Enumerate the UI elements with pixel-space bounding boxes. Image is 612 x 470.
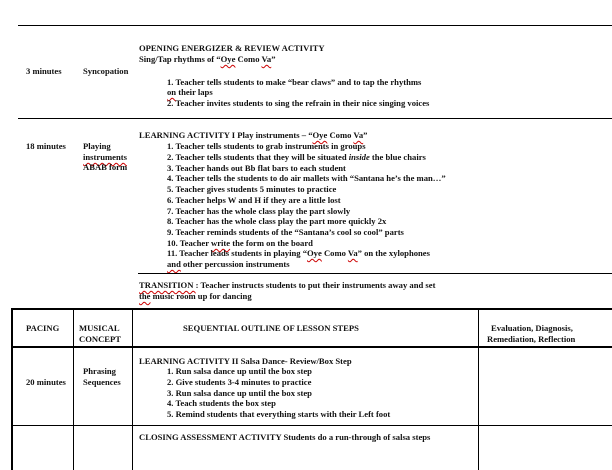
activity1-step-2: 2. Teacher tells students that they will be situated inside the blue chairs [167, 152, 426, 162]
salsa-step-4: 4. Teach students the box step [167, 398, 276, 408]
opening-title: OPENING ENERGIZER & REVIEW ACTIVITY [139, 43, 325, 53]
table-col-divider-3 [478, 308, 479, 470]
activity1-step-9: 9. Teacher reminds students of the “Santana’s cool so cool” parts [167, 227, 404, 237]
activity1-step-11-cont: and other percussion instruments [167, 259, 290, 269]
opening-step-2: 2. Teacher invites students to sing the refrain in their nice singing voices [167, 98, 430, 108]
activity1-concept-3: ABAB form [83, 162, 128, 172]
activity1-step-5: 5. Teacher gives students 5 minutes to practice [167, 184, 337, 194]
activity1-concept-1: Playing [83, 141, 111, 151]
salsa-step-5: 5. Remind students that everything starts with their Left foot [167, 409, 391, 419]
activity1-step-6: 6. Teacher helps W and H if they are a little lost [167, 195, 341, 205]
activity1-step-1: 1. Teacher tells students to grab instruments in groups [167, 141, 366, 151]
salsa-step-3: 3. Run salsa dance up until the box step [167, 388, 312, 398]
activity1-step-10: 10. Teacher write the form on the board [167, 238, 313, 248]
salsa-step-2: 2. Give students 3-4 minutes to practice [167, 377, 312, 387]
table-left-border [11, 308, 13, 470]
activity1-step-4: 4. Teacher tells the students to do air mallets with “Santana he’s the man…” [167, 173, 446, 183]
opening-subtitle: Sing/Tap rhythms of “Oye Como Va” [139, 54, 276, 64]
header-pacing: PACING [26, 323, 60, 333]
activity1-step-3: 3. Teacher hands out Bb flat bars to each student [167, 163, 346, 173]
transition-line-2: the music room up for dancing [139, 291, 252, 301]
table-row-divider [11, 425, 612, 426]
activity1-step-11: 11. Teacher leads students in playing “Oye Como Va” on the xylophones [167, 248, 430, 258]
table-top-border [11, 308, 612, 310]
header-eval-2: Remediation, Reflection [487, 334, 576, 344]
table-col-divider-1 [73, 308, 74, 470]
salsa-step-1: 1. Run salsa dance up until the box step [167, 366, 312, 376]
activity1-step-8: 8. Teacher has the whole class play the part more quickly 2x [167, 216, 387, 226]
opening-step-1: 1. Teacher tells students to make “bear claws” and to tap the rhythms [167, 77, 422, 87]
activity1-title: LEARNING ACTIVITY I Play instruments – “Oye Como Va” [139, 130, 368, 140]
header-concept-2: CONCEPT [79, 334, 122, 344]
activity1-time: 18 minutes [26, 141, 66, 151]
header-outline: SEQUENTIAL OUTLINE OF LESSON STEPS [183, 323, 359, 333]
salsa-time: 20 minutes [26, 377, 66, 387]
salsa-concept-1: Phrasing [83, 366, 116, 376]
opening-step-1-cont: on their laps [167, 87, 213, 97]
salsa-concept-2: Sequences [83, 377, 121, 387]
opening-time: 3 minutes [26, 66, 62, 76]
header-concept-1: MUSICAL [79, 323, 120, 333]
top-rule [18, 25, 612, 26]
salsa-title: LEARNING ACTIVITY II Salsa Dance- Review/Box Step [139, 356, 352, 366]
opening-concept: Syncopation [83, 66, 129, 76]
table-col-divider-2 [132, 308, 133, 470]
rule-before-transition [138, 273, 612, 274]
header-eval-1: Evaluation, Diagnosis, [491, 323, 573, 333]
table-header-bottom [11, 346, 612, 348]
transition-line-1: TRANSITION : Teacher instructs students to put their instruments away and set [139, 280, 436, 290]
activity1-step-7: 7. Teacher has the whole class play the part slowly [167, 206, 351, 216]
activity1-concept-2: instruments [83, 152, 127, 162]
closing-title: CLOSING ASSESSMENT ACTIVITY Students do a run-through of salsa steps [139, 432, 431, 442]
rule-after-opening [18, 118, 612, 119]
